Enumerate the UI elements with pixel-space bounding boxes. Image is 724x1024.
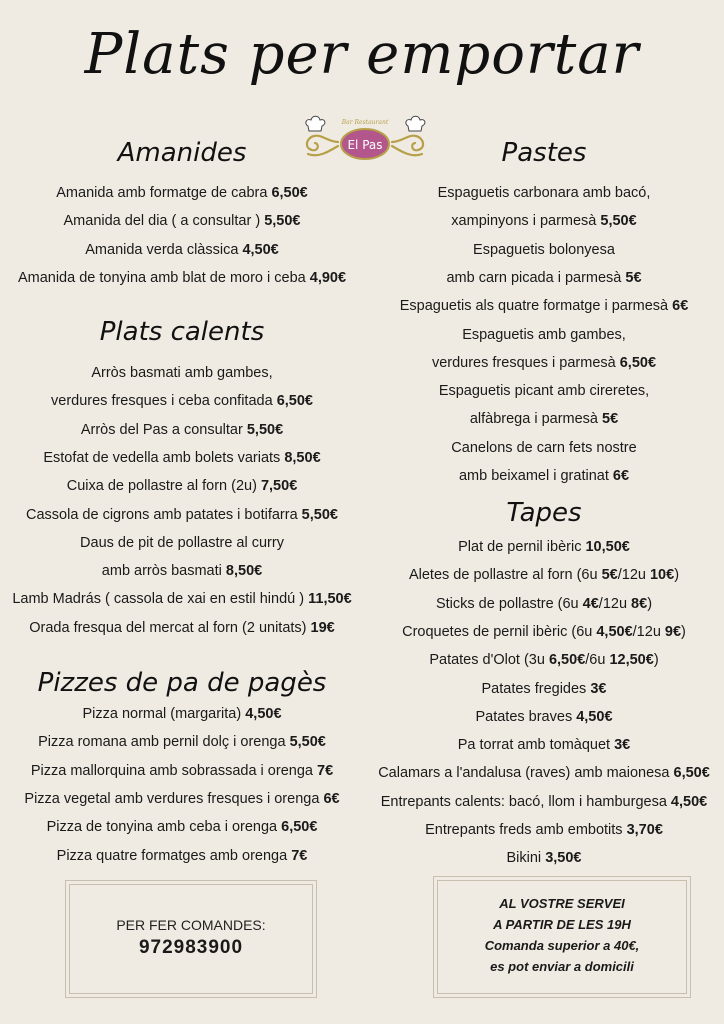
- item-name: Lamb Madrás ( cassola de xai en estil hindú ): [12, 591, 309, 608]
- logo-top-text: Bar Restaurant: [341, 119, 389, 126]
- menu-item: [0, 364, 364, 382]
- menu-item: [364, 566, 724, 584]
- item-name: /12u: [632, 623, 665, 640]
- menu-item: [364, 184, 724, 202]
- menu-item: [364, 241, 724, 259]
- menu-item: [0, 241, 364, 259]
- item-name: Entrepants calents: bacó, llom i hamburgesa: [380, 793, 671, 810]
- item-price: 11,50€: [308, 591, 352, 608]
- item-price: 9€: [664, 623, 682, 640]
- menu-item: [364, 793, 724, 811]
- service-line: Comanda superior a 40€,: [484, 938, 640, 953]
- menu-item: [0, 733, 364, 751]
- item-name: Espaguetis als quatre formatge i parmesà: [399, 298, 673, 315]
- item-price: 6,50€: [271, 185, 308, 201]
- menu-item: [364, 212, 724, 230]
- item-price: 6,50€: [619, 354, 657, 371]
- menu-item: [0, 212, 364, 230]
- item-name: ): [681, 623, 686, 640]
- item-price: 10,50€: [585, 539, 630, 555]
- item-price: 3€: [590, 680, 607, 697]
- item-name: ): [653, 652, 659, 669]
- menu-item: [0, 562, 364, 580]
- menu-item: [0, 534, 364, 552]
- item-price: 8,50€: [284, 449, 321, 466]
- menu-item: [0, 392, 364, 410]
- item-name: Aletes de pollastre al forn (6u: [408, 567, 602, 584]
- menu-item: [0, 184, 364, 202]
- menu-item: [364, 467, 724, 485]
- menu-item: [364, 849, 724, 867]
- service-line: AL VOSTRE SERVEI: [499, 896, 625, 911]
- order-label: PER FER COMANDES:: [116, 917, 266, 933]
- item-name: amb beixamel i gratinat: [458, 468, 613, 484]
- item-name: Croquetes de pernil ibèric (6u: [402, 623, 597, 640]
- menu-item: [364, 410, 724, 428]
- menu-item: [0, 619, 364, 637]
- menu-item: [0, 847, 364, 865]
- menu-item: [0, 705, 364, 723]
- page-title: Plats per emportar: [84, 22, 640, 87]
- menu-item: [0, 762, 364, 780]
- section-title-plats-calents: Plats calents: [99, 317, 265, 347]
- item-name: Canelons de carn fets nostre: [451, 439, 637, 456]
- item-price: 7€: [317, 762, 334, 779]
- item-price: 19€: [310, 619, 335, 636]
- order-phone: 972983900: [138, 937, 244, 958]
- item-name: Plat de pernil ibèric: [458, 539, 586, 555]
- item-name: Pizza romana amb pernil dolç i orenga: [38, 734, 290, 751]
- menu-item: [364, 708, 724, 726]
- item-price: 6,50€: [673, 765, 710, 782]
- item-name: Pizza vegetal amb verdures fresques i orenga: [24, 790, 324, 807]
- menu-item: [364, 821, 724, 839]
- item-price: 6€: [672, 298, 689, 315]
- service-line: es pot enviar a domicili: [490, 959, 634, 974]
- item-name: Pizza quatre formatges amb orenga: [56, 847, 292, 864]
- menu-item: [0, 421, 364, 439]
- menu-item: [364, 297, 724, 315]
- item-name: Pizza mallorquina amb sobrassada i orenga: [30, 762, 317, 779]
- item-name: /12u: [598, 595, 632, 612]
- menu-item: [364, 680, 724, 698]
- menu-item: [364, 439, 724, 457]
- item-price: 4,50€: [242, 241, 279, 258]
- item-price: 7€: [291, 847, 308, 864]
- item-name: Patates d'Olot (3u: [429, 652, 549, 669]
- item-name: Pizza de tonyina amb ceba i orenga: [46, 819, 282, 836]
- item-name: amb carn picada i parmesà: [446, 269, 626, 286]
- item-name: Pa torrat amb tomàquet: [457, 737, 615, 754]
- item-price: 6€: [323, 790, 340, 807]
- menu-item: [364, 269, 724, 287]
- menu-item: [0, 818, 364, 836]
- item-name: Amanida del dia ( a consultar ): [63, 213, 265, 230]
- order-box: [65, 880, 317, 998]
- item-price: 5,50€: [264, 213, 301, 230]
- service-line: A PARTIR DE LES 19H: [493, 917, 631, 932]
- item-name: ): [674, 567, 680, 584]
- item-price: 4,90€: [309, 269, 347, 286]
- item-name: Cuixa de pollastre al forn (2u): [66, 478, 261, 495]
- item-name: Sticks de pollastre (6u: [435, 595, 583, 612]
- menu-item: [364, 651, 724, 669]
- item-name: amb arròs basmati: [101, 563, 226, 580]
- item-price: 6€: [612, 468, 630, 484]
- item-name: ): [647, 595, 653, 612]
- service-box: [433, 876, 691, 998]
- item-name: verdures fresques i ceba confitada: [51, 393, 277, 410]
- item-price: 5,50€: [600, 213, 637, 230]
- section-title-tapes: Tapes: [506, 498, 582, 528]
- menu-item: [0, 790, 364, 808]
- item-name: Cassola de cigrons amb patates i botifarra: [26, 506, 302, 523]
- item-name: Patates braves: [475, 708, 577, 725]
- item-price: 4,50€: [576, 708, 613, 725]
- menu-item: [364, 326, 724, 344]
- item-price: 3,70€: [626, 822, 663, 838]
- item-name: Arròs basmati amb gambes,: [91, 365, 273, 381]
- item-name: Bikini: [506, 850, 546, 867]
- item-price: 5,50€: [289, 734, 326, 751]
- item-name: Espaguetis bolonyesa: [473, 241, 615, 258]
- item-name: Orada fresqua del mercat al forn (2 unitats): [29, 619, 311, 636]
- item-price: 5€: [625, 269, 642, 286]
- item-price: 4,50€: [596, 623, 633, 640]
- item-price: 8€: [631, 595, 648, 612]
- item-name: Espaguetis carbonara amb bacó,: [437, 185, 651, 201]
- item-name: Amanida verda clàssica: [85, 241, 243, 258]
- item-name: xampinyons i parmesà: [451, 213, 601, 230]
- item-name: Amanida amb formatge de cabra: [56, 185, 272, 201]
- item-price: 4€: [582, 595, 599, 612]
- menu-item: [0, 477, 364, 495]
- item-price: 3,50€: [545, 850, 582, 867]
- menu-item: [364, 736, 724, 754]
- item-price: 12,50€: [609, 652, 654, 669]
- item-price: 3€: [614, 737, 631, 754]
- logo-name: El Pas: [347, 138, 383, 152]
- item-price: 6,50€: [548, 652, 586, 669]
- item-price: 5,50€: [246, 421, 284, 438]
- item-price: 5€: [602, 411, 619, 428]
- item-name: Calamars a l'andalusa (raves) amb maionesa: [378, 765, 674, 782]
- item-name: Patates fregides: [481, 680, 591, 697]
- item-name: Amanida de tonyina amb blat de moro i ceba: [17, 269, 310, 286]
- item-price: 5€: [601, 567, 618, 584]
- item-name: Espaguetis picant amb cireretes,: [438, 383, 650, 400]
- item-price: 7,50€: [260, 478, 298, 495]
- menu-item: [0, 449, 364, 467]
- item-name: verdures fresques i parmesà: [431, 354, 620, 371]
- section-title-amanides: Amanides: [117, 138, 247, 168]
- section-title-pastes: Pastes: [501, 138, 587, 168]
- item-name: /6u: [585, 652, 610, 669]
- menu-item: [364, 595, 724, 613]
- item-price: 4,50€: [670, 793, 708, 810]
- item-name: Daus de pit de pollastre al curry: [80, 534, 284, 551]
- menu-item: [0, 506, 364, 524]
- item-price: 4,50€: [245, 706, 282, 722]
- item-name: Pizza normal (margarita): [82, 706, 246, 722]
- menu-item: [0, 590, 364, 608]
- item-price: 6,50€: [281, 819, 318, 836]
- item-price: 6,50€: [276, 393, 313, 410]
- menu-item: [364, 354, 724, 372]
- item-price: 10€: [649, 567, 675, 584]
- item-name: Arròs del Pas a consultar: [80, 421, 247, 438]
- item-name: Estofat de vedella amb bolets variats: [43, 449, 285, 466]
- menu-item: [364, 623, 724, 641]
- menu-item: [0, 269, 364, 287]
- menu-item: [364, 382, 724, 400]
- item-name: Entrepants freds amb embotits: [425, 822, 627, 838]
- menu-item: [364, 538, 724, 556]
- section-title-pizzes: Pizzes de pa de pagès: [37, 668, 327, 698]
- item-name: alfàbrega i parmesà: [469, 411, 603, 428]
- item-name: /12u: [617, 567, 650, 584]
- item-price: 8,50€: [225, 563, 263, 580]
- item-price: 5,50€: [301, 506, 338, 523]
- item-name: Espaguetis amb gambes,: [462, 326, 626, 343]
- menu-item: [364, 764, 724, 782]
